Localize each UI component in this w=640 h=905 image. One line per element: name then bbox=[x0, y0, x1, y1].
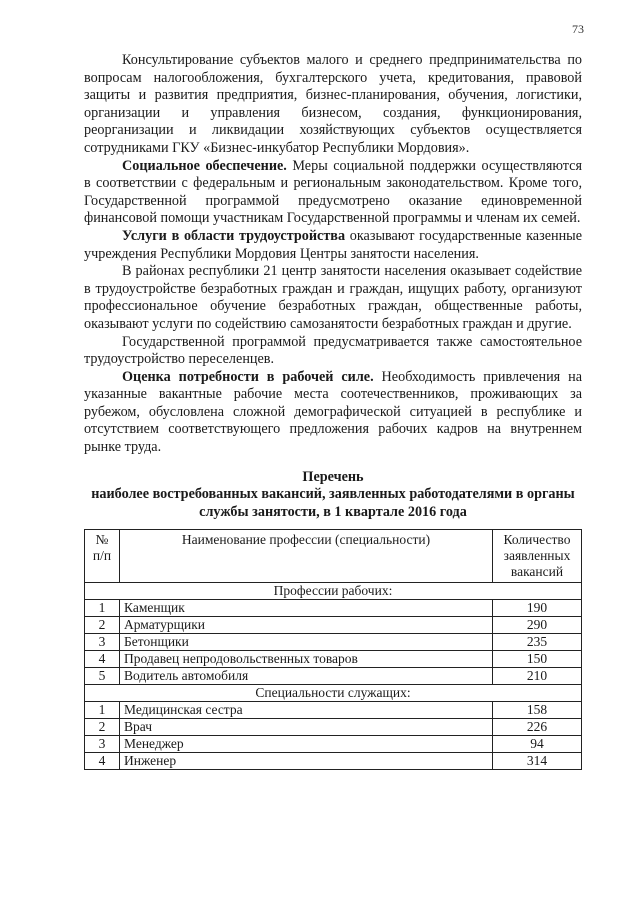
table-row bbox=[85, 668, 582, 685]
vacancies-table bbox=[84, 529, 582, 770]
row-number: 3 bbox=[85, 634, 120, 651]
row-qty: 94 bbox=[493, 736, 582, 753]
row-name: Врач bbox=[120, 719, 493, 736]
header-num: № п/п bbox=[85, 530, 120, 583]
row-number: 3 bbox=[85, 736, 120, 753]
paragraph-labor-demand bbox=[84, 369, 582, 457]
row-name: Менеджер bbox=[120, 736, 493, 753]
row-number: 4 bbox=[85, 651, 120, 668]
table-title-line2: наиболее востребованных вакансий, заявленных работодателями в органы службы занятости, в 1 квартале 2016 года bbox=[91, 486, 575, 520]
row-number: 1 bbox=[85, 600, 120, 617]
table-row bbox=[85, 617, 582, 634]
social-text: Меры социальной поддержки осуществляются в соответствии с федеральным и региональным законодательством. Кроме того, Государственной программой предусмотрено оказание единовременной финансовой помощи участникам Государственной программы и членам их семей. bbox=[84, 157, 582, 227]
row-qty: 190 bbox=[493, 600, 582, 617]
row-qty: 235 bbox=[493, 634, 582, 651]
row-name: Арматурщики bbox=[120, 617, 493, 634]
row-qty: 158 bbox=[493, 702, 582, 719]
table-row bbox=[85, 753, 582, 770]
table-section-row bbox=[85, 685, 582, 702]
table-section-row bbox=[85, 583, 582, 600]
labor-demand-heading: Оценка потребности в рабочей силе. bbox=[122, 368, 374, 385]
row-qty: 226 bbox=[493, 719, 582, 736]
document-body bbox=[84, 52, 582, 770]
paragraph-consulting: Консультирование субъектов малого и среднего предпринимательства по вопросам налогообложения, бухгалтерского учета, кредитования, правовой защиты и развития предприятия, бизнес-планирования, обучения, логистики, организации и управления бизнесом, создания, функционирования, реорганизации и ликвидации хозяйствующих субъектов осуществляется сотрудниками ГКУ «Бизнес-инкубатор Республики Мордовия». bbox=[84, 52, 582, 156]
table-row bbox=[85, 702, 582, 719]
row-qty: 290 bbox=[493, 617, 582, 634]
row-number: 1 bbox=[85, 702, 120, 719]
page-number: 73 bbox=[572, 22, 584, 36]
employment-text: оказывают государственные казенные учреждения Республики Мордовия Центры занятости населения. bbox=[84, 227, 582, 262]
social-heading: Социальное обеспечение. bbox=[122, 157, 287, 174]
row-name: Водитель автомобиля bbox=[120, 668, 493, 685]
paragraph-centers: В районах республики 21 центр занятости населения оказывает содействие в трудоустройстве безработных граждан и граждан, ищущих работу, организуют профессиональное обучение безработных граждан, общественные работы, оказывают услуги по содействию самозанятости безработных граждан и другие. bbox=[84, 263, 582, 332]
row-name: Каменщик bbox=[120, 600, 493, 617]
employment-heading: Услуги в области трудоустройства bbox=[122, 227, 346, 244]
row-qty: 314 bbox=[493, 753, 582, 770]
header-qty: Количество заявленных вакансий bbox=[493, 530, 582, 583]
row-qty: 150 bbox=[493, 651, 582, 668]
table-header-row bbox=[85, 530, 582, 583]
section-label: Специальности служащих: bbox=[85, 685, 582, 702]
row-name: Бетонщики bbox=[120, 634, 493, 651]
table-row bbox=[85, 651, 582, 668]
header-name: Наименование профессии (специальности) bbox=[120, 530, 493, 583]
row-number: 2 bbox=[85, 617, 120, 634]
table-row bbox=[85, 600, 582, 617]
paragraph-self-employment: Государственной программой предусматривается также самостоятельное трудоустройство переселенцев. bbox=[84, 333, 582, 368]
section-label: Профессии рабочих: bbox=[85, 583, 582, 600]
row-number: 2 bbox=[85, 719, 120, 736]
row-name: Медицинская сестра bbox=[120, 702, 493, 719]
table-title bbox=[84, 469, 582, 522]
row-number: 4 bbox=[85, 753, 120, 770]
labor-demand-text: Необходимость привлечения на указанные вакантные рабочие места соотечественников, проживающих за рубежом, обусловлена сложной демографической ситуацией в республике и отсутствием соответствующего предложения рабочих кадров на внутреннем рынке труда. bbox=[84, 368, 582, 456]
row-name: Инженер bbox=[120, 753, 493, 770]
table-row bbox=[85, 736, 582, 753]
row-name: Продавец непродовольственных товаров bbox=[120, 651, 493, 668]
table-row bbox=[85, 719, 582, 736]
table-row bbox=[85, 634, 582, 651]
row-number: 5 bbox=[85, 668, 120, 685]
table-title-line1: Перечень bbox=[302, 468, 364, 485]
paragraph-employment bbox=[84, 228, 582, 263]
paragraph-social bbox=[84, 158, 582, 228]
row-qty: 210 bbox=[493, 668, 582, 685]
